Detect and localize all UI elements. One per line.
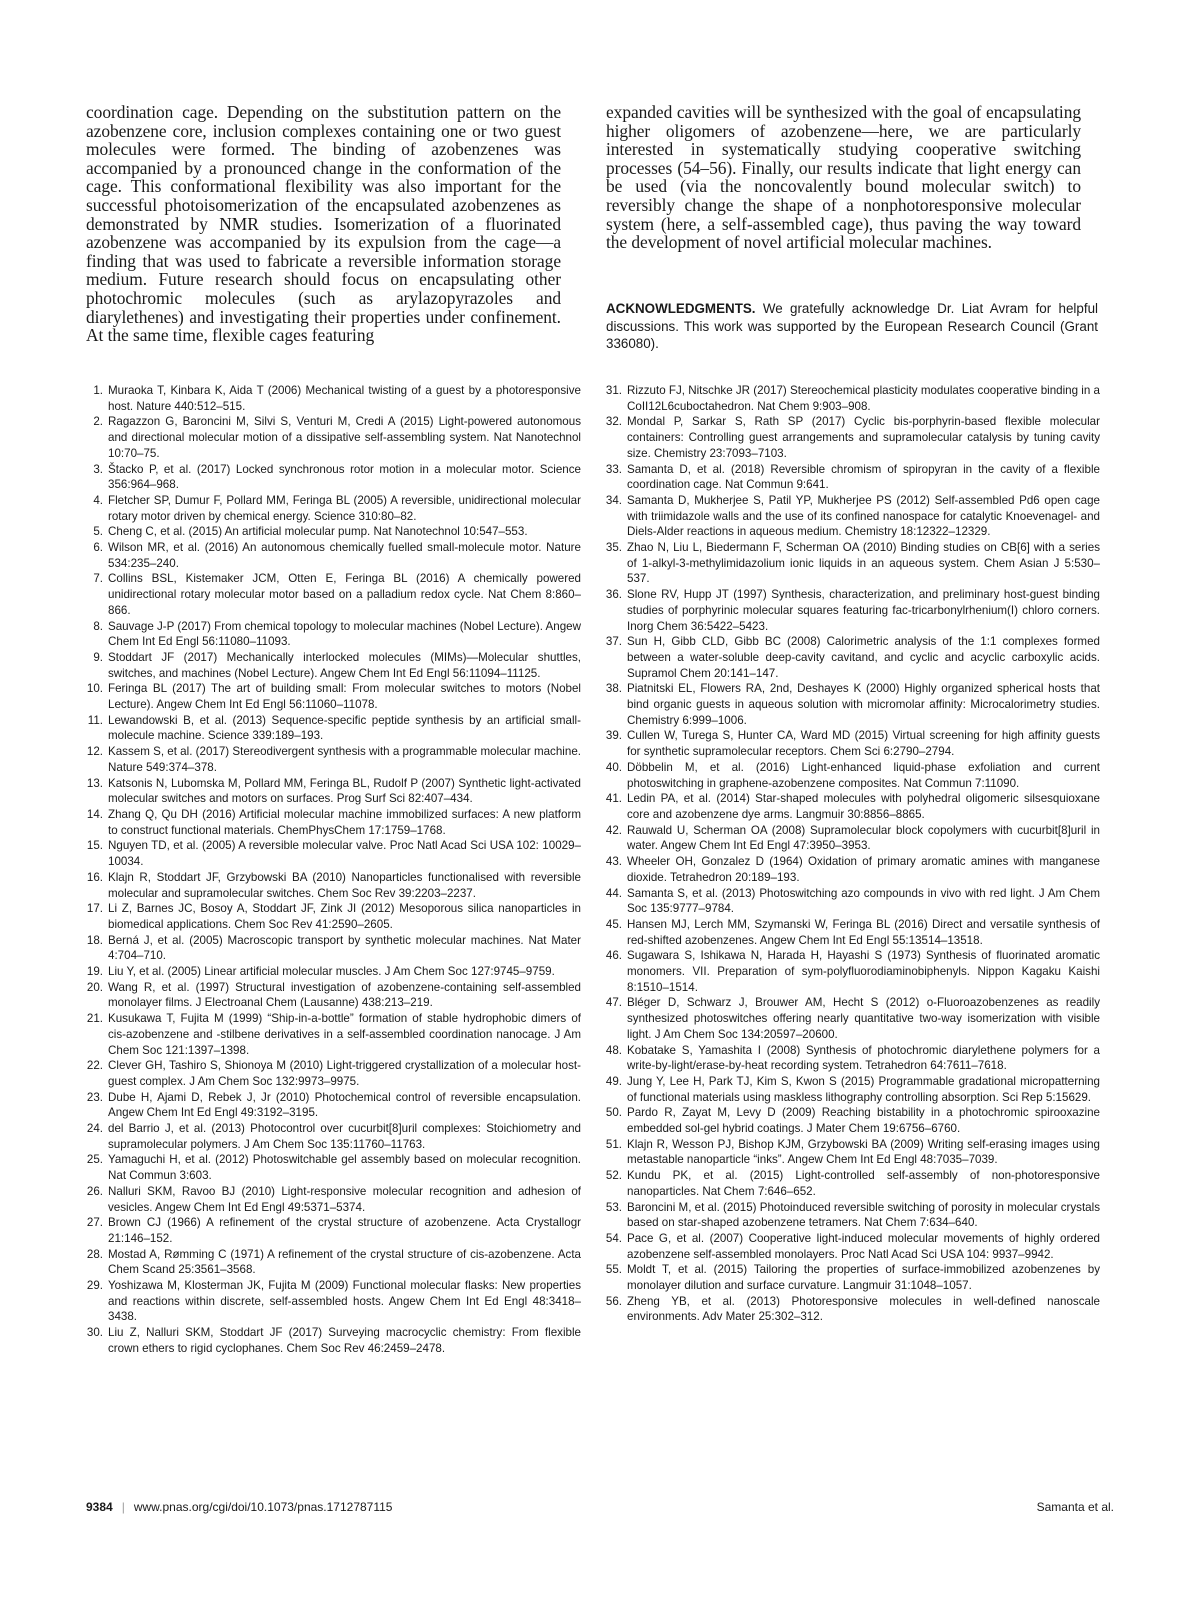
reference-text: Collins BSL, Kistemaker JCM, Otten E, Feringa BL (2016) A chemically powered unidirectional rotary molecular motor based on a palladium redox cycle. Nat Chem 8:860–866. — [108, 572, 581, 617]
reference-item — [605, 948, 1100, 995]
reference-item — [605, 1137, 1100, 1168]
reference-number: 55. — [605, 1263, 622, 1277]
reference-number: 31. — [605, 384, 622, 397]
reference-item — [605, 728, 1100, 759]
reference-text: Štacko P, et al. (2017) Locked synchronous rotor motion in a molecular motor. Science 356:964–968. — [108, 462, 581, 492]
reference-number: 43. — [605, 855, 622, 869]
reference-item — [86, 870, 581, 901]
reference-number: 23. — [86, 1090, 103, 1104]
reference-text: Klajn R, Wesson PJ, Bishop KJM, Grzybowski BA (2009) Writing self-erasing images using metastable nanoparticle “inks”. Angew Chem Int Ed Engl 48:7035–7039. — [627, 1137, 1100, 1167]
footer-separator: | — [121, 1500, 125, 1514]
reference-item — [605, 854, 1100, 885]
reference-item — [605, 681, 1100, 728]
reference-text: Berná J, et al. (2005) Macroscopic transport by synthetic molecular machines. Nat Mater 4:704–710. — [108, 933, 581, 963]
reference-text: Nalluri SKM, Ravoo BJ (2010) Light-responsive molecular recognition and adhesion of vesicles. Angew Chem Int Ed Engl 49:5371–5374. — [108, 1184, 581, 1214]
reference-item — [86, 980, 581, 1011]
reference-number: 7. — [93, 572, 103, 586]
reference-item — [86, 807, 581, 838]
reference-item — [605, 540, 1100, 587]
reference-item — [86, 493, 581, 524]
reference-text: Rauwald U, Scherman OA (2008) Supramolecular block copolymers with cucurbit[8]uril in water. Angew Chem Int Ed Engl 47:3950–3953. — [627, 823, 1100, 853]
reference-text: Hansen MJ, Lerch MM, Szymanski W, Feringa BL (2016) Direct and versatile synthesis of red-shifted azobenzenes. Angew Chem Int Ed Engl 55:13514–13518. — [627, 917, 1100, 947]
reference-text: Yoshizawa M, Klosterman JK, Fujita M (2009) Functional molecular flasks: New properties and reactions within discrete, self-assembled hosts. Angew Chem Int Ed Engl 48:3418–3438. — [108, 1279, 581, 1324]
page-footer — [86, 1500, 1114, 1514]
reference-number: 33. — [605, 462, 622, 476]
reference-number: 34. — [605, 493, 622, 507]
reference-text: Wheeler OH, Gonzalez D (1964) Oxidation of primary aromatic amines with manganese dioxide. Tetrahedron 20:189–193. — [627, 855, 1100, 884]
reference-item — [605, 1200, 1100, 1231]
reference-number: 40. — [605, 760, 622, 774]
reference-number: 10. — [86, 682, 103, 696]
reference-text: Zheng YB, et al. (2013) Photoresponsive molecules in well-defined nanoscale environments. Adv Mater 25:302–312. — [627, 1294, 1100, 1324]
reference-text: Brown CJ (1966) A refinement of the crystal structure of azobenzene. Acta Crystallogr 21:146–152. — [108, 1216, 581, 1245]
reference-number: 22. — [86, 1059, 103, 1073]
acknowledgments-heading: ACKNOWLEDGMENTS. — [606, 301, 756, 316]
reference-number: 38. — [605, 682, 622, 696]
reference-text: Bléger D, Schwarz J, Brouwer AM, Hecht S (2012) o-Fluoroazobenzenes as readily synthesized photoswitches offering nearly quantitative two-way isomerization with visible light. J Am Chem Soc 134:20597–20600. — [627, 996, 1100, 1041]
reference-item — [605, 1231, 1100, 1262]
reference-number: 3. — [93, 462, 103, 476]
reference-item — [605, 587, 1100, 634]
reference-text: Lewandowski B, et al. (2013) Sequence-specific peptide synthesis by an artificial small-molecule machine. Science 339:189–193. — [108, 713, 581, 743]
reference-item — [86, 1325, 581, 1356]
reference-text: Pace G, et al. (2007) Cooperative light-induced molecular movements of highly ordered azobenzene self-assembled monolayers. Proc Natl Acad Sci USA 104: 9937–9942. — [627, 1231, 1100, 1261]
reference-item — [86, 776, 581, 807]
reference-item — [86, 933, 581, 964]
reference-number: 6. — [93, 541, 103, 555]
reference-number: 26. — [86, 1184, 103, 1198]
reference-item — [86, 1247, 581, 1278]
reference-number: 49. — [605, 1074, 622, 1088]
reference-item — [86, 1058, 581, 1089]
reference-number: 42. — [605, 823, 622, 837]
reference-number: 21. — [86, 1012, 103, 1026]
reference-text: Klajn R, Stoddart JF, Grzybowski BA (2010) Nanoparticles functionalised with reversible molecular and supramolecular switches. Chem Soc Rev 39:2203–2237. — [108, 870, 581, 900]
reference-item — [605, 823, 1100, 854]
reference-number: 44. — [605, 886, 622, 900]
reference-item — [86, 1152, 581, 1183]
reference-item — [86, 838, 581, 869]
reference-item — [605, 383, 1100, 414]
reference-number: 17. — [86, 902, 103, 916]
reference-text: Muraoka T, Kinbara K, Aida T (2006) Mechanical twisting of a guest by a photoresponsive host. Nature 440:512–515. — [108, 384, 581, 413]
reference-number: 51. — [605, 1137, 622, 1151]
reference-number: 46. — [605, 949, 622, 963]
acknowledgments — [606, 300, 1098, 353]
reference-number: 4. — [93, 493, 103, 507]
reference-item — [86, 650, 581, 681]
reference-item — [86, 1278, 581, 1325]
reference-number: 29. — [86, 1279, 103, 1293]
reference-text: Stoddart JF (2017) Mechanically interlocked molecules (MIMs)—Molecular shuttles, switches, and machines (Nobel Lecture). Angew Chem Int Ed Engl 56:11094–11125. — [108, 650, 581, 680]
reference-text: Samanta S, et al. (2013) Photoswitching azo compounds in vivo with red light. J Am Chem Soc 135:9777–9784. — [627, 886, 1100, 916]
reference-text: Katsonis N, Lubomska M, Pollard MM, Feringa BL, Rudolf P (2007) Synthetic light-activated molecular switches and motors on surfaces. Prog Surf Sci 82:407–434. — [108, 776, 581, 806]
reference-text: Cheng C, et al. (2015) An artificial molecular pump. Nat Nanotechnol 10:547–553. — [108, 525, 528, 539]
reference-number: 32. — [605, 415, 622, 429]
reference-number: 54. — [605, 1231, 622, 1245]
reference-number: 13. — [86, 776, 103, 790]
reference-text: Slone RV, Hupp JT (1997) Synthesis, characterization, and preliminary host-guest binding studies of porphyrinic molecular squares featuring fac-tricarbonylrhenium(I) chloro corners. Inorg Chem 36:5422–5423. — [627, 588, 1100, 633]
reference-item — [86, 1184, 581, 1215]
reference-number: 41. — [605, 792, 622, 806]
reference-item — [605, 634, 1100, 681]
reference-text: Feringa BL (2017) The art of building small: From molecular switches to motors (Nobel Lecture). Angew Chem Int Ed Engl 56:11060–11078. — [108, 682, 581, 712]
reference-text: Piatnitski EL, Flowers RA, 2nd, Deshayes K (2000) Highly organized spherical hosts that bind organic guests in aqueous solution with micromolar affinity: Microcalorimetry studies. Chemistry 6:999–1006. — [627, 682, 1100, 727]
reference-number: 25. — [86, 1153, 103, 1167]
reference-number: 8. — [93, 619, 103, 633]
reference-text: del Barrio J, et al. (2013) Photocontrol over cucurbit[8]uril complexes: Stoichiometry and supramolecular polymers. J Am Chem Soc 135:11760–11763. — [108, 1122, 581, 1151]
reference-text: Samanta D, et al. (2018) Reversible chromism of spiropyran in the cavity of a flexible coordination cage. Nat Commun 9:641. — [627, 462, 1100, 492]
reference-item — [605, 462, 1100, 493]
reference-item — [86, 901, 581, 932]
reference-item — [605, 493, 1100, 540]
reference-number: 20. — [86, 980, 103, 994]
reference-text: Baroncini M, et al. (2015) Photoinduced reversible switching of porosity in molecular crystals based on star-shaped azobenzene tetramers. Nat Chem 7:634–640. — [627, 1200, 1100, 1230]
reference-number: 53. — [605, 1200, 622, 1214]
reference-text: Cullen W, Turega S, Hunter CA, Ward MD (2015) Virtual screening for high affinity guests for synthetic supramolecular receptors. Chem Sci 6:2790–2794. — [627, 729, 1100, 759]
reference-item — [605, 414, 1100, 461]
reference-text: Mostad A, Rømming C (1971) A refinement of the crystal structure of cis-azobenzene. Acta Chem Scand 25:3561–3568. — [108, 1247, 581, 1277]
reference-number: 47. — [605, 996, 622, 1010]
reference-number: 36. — [605, 588, 622, 602]
reference-item — [605, 886, 1100, 917]
reference-text: Liu Y, et al. (2005) Linear artificial molecular muscles. J Am Chem Soc 127:9745–9759. — [108, 965, 555, 979]
reference-number: 35. — [605, 541, 622, 555]
reference-text: Sun H, Gibb CLD, Gibb BC (2008) Calorimetric analysis of the 1:1 complexes formed between a water-soluble deep-cavity cavitand, and cyclic and acyclic carboxylic acids. Supramol Chem 20:141–147. — [627, 635, 1100, 680]
reference-number: 18. — [86, 933, 103, 947]
reference-text: Clever GH, Tashiro S, Shionoya M (2010) Light-triggered crystallization of a molecular host-guest complex. J Am Chem Soc 132:9973–9975. — [108, 1059, 581, 1088]
references-left-column — [86, 383, 581, 1357]
reference-number: 37. — [605, 635, 622, 649]
reference-item — [86, 1011, 581, 1058]
reference-item — [605, 760, 1100, 791]
reference-item — [605, 1294, 1100, 1325]
reference-item — [86, 571, 581, 618]
reference-number: 30. — [86, 1326, 103, 1340]
reference-number: 50. — [605, 1106, 622, 1120]
reference-text: Sauvage J-P (2017) From chemical topology to molecular machines (Nobel Lecture). Angew Chem Int Ed Engl 56:11080–11093. — [108, 619, 581, 649]
reference-item — [86, 1215, 581, 1246]
reference-number: 19. — [86, 965, 103, 979]
reference-text: Sugawara S, Ishikawa N, Harada H, Hayashi S (1973) Synthesis of fluorinated aromatic monomers. VII. Preparation of sym-polyfluorodiaminobiphenyls. Nippon Kagaku Kaishi 8:1510–1514. — [627, 949, 1100, 994]
reference-text: Jung Y, Lee H, Park TJ, Kim S, Kwon S (2015) Programmable gradational micropatterning of functional materials using maskless lithography controlling absorption. Sci Rep 5:15629. — [627, 1074, 1100, 1104]
reference-number: 12. — [86, 745, 103, 759]
reference-number: 45. — [605, 917, 622, 931]
reference-number: 39. — [605, 729, 622, 743]
reference-text: Fletcher SP, Dumur F, Pollard MM, Feringa BL (2005) A reversible, unidirectional molecular rotary motor driven by chemical energy. Science 310:80–82. — [108, 493, 581, 523]
reference-number: 48. — [605, 1043, 622, 1057]
reference-number: 52. — [605, 1169, 622, 1183]
body-text-left: coordination cage. Depending on the substitution pattern on the azobenzene core, inclusion complexes containing one or two guest molecules were formed. The binding of azobenzenes was accompanied by a pronounced change in the conformation of the cage. This conformational flexibility was also important for the successful photoisomerization of the encapsulated azobenzenes as demonstrated by NMR studies. Isomerization of a fluorinated azobenzene was accompanied by its expulsion from the cage—a finding that was used to fabricate a reversible information storage medium. Future research should focus on encapsulating other photochromic molecules (such as arylazopyrazoles and diarylethenes) and investigating their properties under confinement. At the same time, flexible cages featuring — [86, 102, 561, 346]
reference-text: Döbbelin M, et al. (2016) Light-enhanced liquid-phase exfoliation and current photoswitching in graphene-azobenzene composites. Nat Commun 7:11090. — [627, 760, 1100, 790]
reference-text: Kundu PK, et al. (2015) Light-controlled self-assembly of non-photoresponsive nanoparticles. Nat Chem 7:646–652. — [627, 1169, 1100, 1198]
reference-item — [605, 1262, 1100, 1293]
reference-text: Dube H, Ajami D, Rebek J, Jr (2010) Photochemical control of reversible encapsulation. Angew Chem Int Ed Engl 49:3192–3195. — [108, 1090, 581, 1120]
reference-text: Wang R, et al. (1997) Structural investigation of azobenzene-containing self-assembled monolayer films. J Electroanal Chem (Lausanne) 438:213–219. — [108, 980, 581, 1010]
reference-item — [86, 414, 581, 461]
reference-text: Moldt T, et al. (2015) Tailoring the properties of surface-immobilized azobenzenes by monolayer dilution and surface curvature. Langmuir 31:1048–1057. — [627, 1263, 1100, 1293]
reference-text: Ledin PA, et al. (2014) Star-shaped molecules with polyhedral oligomeric silsesquioxane core and azobenzene dye arms. Langmuir 30:8856–8865. — [627, 792, 1100, 821]
references-right-column — [605, 383, 1100, 1325]
reference-text: Liu Z, Nalluri SKM, Stoddart JF (2017) Surveying macrocyclic chemistry: From flexible crown ethers to rigid cyclophanes. Chem Soc Rev 46:2459–2478. — [108, 1326, 581, 1355]
body-text-right: expanded cavities will be synthesized with the goal of encapsulating higher oligomers of azobenzene—here, we are particularly interested in systematically studying cooperative switching processes (54–56). Finally, our results indicate that light energy can be used (via the noncovalently bound molecular switch) to reversibly change the shape of a nonphotoresponsive molecular system (here, a self-assembled cage), thus paving the way toward the development of novel artificial molecular machines. — [606, 102, 1081, 253]
reference-text: Nguyen TD, et al. (2005) A reversible molecular valve. Proc Natl Acad Sci USA 102: 10029–10034. — [108, 839, 581, 869]
reference-text: Samanta D, Mukherjee S, Patil YP, Mukherjee PS (2012) Self-assembled Pd6 open cage with triimidazole walls and the use of its confined nanospace for catalytic Knoevenagel- and Diels-Alder reactions in aqueous medium. Chemistry 18:12322–12329. — [627, 493, 1100, 539]
reference-text: Rizzuto FJ, Nitschke JR (2017) Stereochemical plasticity modulates cooperative binding in a CoII12L6cuboctahedron. Nat Chem 9:903–908. — [627, 384, 1100, 413]
reference-item — [605, 1105, 1100, 1136]
reference-item — [86, 713, 581, 744]
running-author: Samanta et al. — [1036, 1500, 1114, 1514]
acknowledgments-text: We gratefully acknowledge Dr. Liat Avram for helpful discussions. This work was supported by the European Research Council (Grant 336080). — [606, 301, 1098, 352]
reference-number: 2. — [93, 415, 103, 429]
reference-text: Pardo R, Zayat M, Levy D (2009) Reaching bistability in a photochromic spirooxazine embedded sol-gel hybrid coatings. J Mater Chem 19:6756–6760. — [627, 1106, 1100, 1136]
reference-item — [86, 1090, 581, 1121]
reference-item — [605, 917, 1100, 948]
reference-item — [605, 1074, 1100, 1105]
reference-item — [605, 791, 1100, 822]
reference-number: 16. — [86, 870, 103, 884]
reference-number: 14. — [86, 807, 103, 821]
reference-item — [86, 383, 581, 414]
reference-text: Ragazzon G, Baroncini M, Silvi S, Venturi M, Credi A (2015) Light-powered autonomous and directional molecular motion of a dissipative self-assembling system. Nat Nanotechnol 10:70–75. — [108, 415, 581, 460]
reference-item — [86, 744, 581, 775]
reference-item — [605, 995, 1100, 1042]
reference-text: Zhang Q, Qu DH (2016) Artificial molecular machine immobilized surfaces: A new platform to construct functional materials. ChemPhysChem 17:1759–1768. — [108, 807, 581, 837]
reference-number: 56. — [605, 1294, 622, 1308]
reference-text: Li Z, Barnes JC, Bosoy A, Stoddart JF, Zink JI (2012) Mesoporous silica nanoparticles in biomedical applications. Chem Soc Rev 41:2590–2605. — [108, 902, 581, 931]
reference-number: 24. — [86, 1122, 103, 1136]
reference-item — [86, 681, 581, 712]
reference-number: 27. — [86, 1216, 103, 1230]
page-number: 9384 — [86, 1500, 113, 1514]
reference-item — [605, 1168, 1100, 1199]
reference-item — [605, 1043, 1100, 1074]
reference-item — [86, 462, 581, 493]
reference-item — [86, 524, 581, 540]
reference-text: Zhao N, Liu L, Biedermann F, Scherman OA (2010) Binding studies on CB[6] with a series of 1-alkyl-3-methylimidazolium ionic liquids in an aqueous system. Chem Asian J 5:530–537. — [627, 541, 1100, 586]
reference-item — [86, 619, 581, 650]
reference-text: Kusukawa T, Fujita M (1999) “Ship-in-a-bottle” formation of stable hydrophobic dimers of cis-azobenzene and -stilbene derivatives in a self-assembled coordination nanocage. J Am Chem Soc 121:1397–1398. — [108, 1012, 581, 1057]
reference-number: 15. — [86, 839, 103, 853]
reference-number: 9. — [93, 650, 103, 664]
reference-number: 28. — [86, 1247, 103, 1261]
reference-item — [86, 540, 581, 571]
reference-text: Mondal P, Sarkar S, Rath SP (2017) Cyclic bis-porphyrin-based flexible molecular containers: Controlling guest arrangements and supramolecular catalysis by tuning cavity size. Chemistry 23:7093–7103. — [627, 415, 1100, 460]
reference-item — [86, 1121, 581, 1152]
doi-link[interactable]: www.pnas.org/cgi/doi/10.1073/pnas.1712787115 — [133, 1500, 393, 1514]
reference-number: 5. — [93, 525, 103, 539]
reference-text: Kassem S, et al. (2017) Stereodivergent synthesis with a programmable molecular machine. Nature 549:374–378. — [108, 745, 581, 774]
reference-number: 11. — [87, 713, 103, 727]
reference-item — [86, 964, 581, 980]
reference-text: Kobatake S, Yamashita I (2008) Synthesis of photochromic diarylethene polymers for a write-by-light/erase-by-heat recording system. Tetrahedron 64:7611–7618. — [627, 1043, 1100, 1073]
reference-text: Wilson MR, et al. (2016) An autonomous chemically fuelled small-molecule motor. Nature 534:235–240. — [108, 541, 581, 570]
reference-text: Yamaguchi H, et al. (2012) Photoswitchable gel assembly based on molecular recognition. Nat Commun 3:603. — [108, 1153, 581, 1183]
reference-number: 1. — [93, 384, 103, 397]
